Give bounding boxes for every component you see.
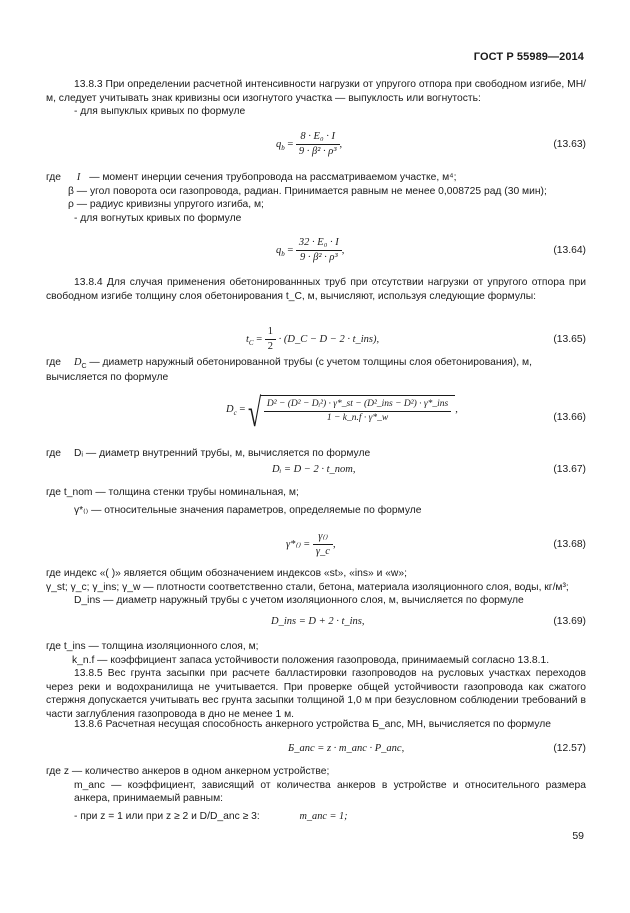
fraction-numerator: 8 · E₀ · I [296, 130, 340, 145]
equation-12-57 [46, 742, 586, 762]
legend-13-68 [46, 567, 586, 608]
legend-Dc [46, 356, 586, 385]
fraction-denominator: 9 · β² · ρ³ [300, 251, 338, 263]
fraction-numerator: γ₍₎ [313, 530, 333, 545]
paragraph-13-8-3 [46, 78, 586, 119]
legend-knf: k_n.f — коэффициент запаса устойчивости положения газопровода, принимаемый согласно 13.8.1. [72, 654, 550, 666]
equation-13-63 [46, 130, 586, 160]
legend-gamma: γ*₍₎ — относительные значения параметров, определяемые по формуле [74, 504, 422, 516]
concave-case-label: - для вогнутых кривых по формуле [74, 212, 242, 224]
equation-body: $q_b$ = $\frac{\text{32 · E₀ · I}}{\text{9 · β² · ρ³}}$ , [276, 237, 345, 263]
page-number: 59 [572, 830, 584, 842]
condition-line [46, 810, 586, 824]
legend-Dc-text: — диаметр наружный обетонированной трубы (с учетом толщины слоя обетонирования), м, вычисляется по формуле [46, 357, 532, 384]
equation-rhs: · (D_C − D − 2 · t_ins), [278, 333, 380, 345]
half-numerator: 1 [265, 325, 276, 340]
lhs-symbol: q [276, 244, 282, 256]
equation-body: $q_b$ = $\frac{\text{8 · E₀ · I}}{\text{9 · β² · ρ³}}$ , [276, 131, 343, 157]
symbol-D: D [74, 357, 82, 368]
legend-I-text: — момент инерции сечения трубопровода на рассматриваемом участке, м⁴; [89, 172, 457, 183]
equation-number: (13.65) [553, 334, 586, 345]
equation-13-64 [46, 236, 586, 266]
legend-index: где индекс «( )» является общим обозначением индексов «st», «ins» и «w»; [46, 568, 407, 579]
legend-Dins: D_ins — диаметр наружный трубы с учетом изоляционного слоя, м, вычисляется по формуле [74, 595, 524, 607]
legend-13-69 [46, 640, 586, 667]
lhs-expression: γ*₍₎ = [286, 538, 311, 550]
paragraph-13-8-6: 13.8.6 Расчетная несущая способность анкерного устройства Б_anc, МН, вычисляется по формуле [74, 719, 551, 730]
legend-12-57 [46, 765, 586, 823]
equation-number: (13.67) [553, 464, 586, 475]
equation-13-65 [46, 325, 586, 355]
legend-manc: m_anc — коэффициент, зависящий от количества анкеров в устройстве и относительного размера анкера, принимаемый равным: [74, 779, 586, 805]
legend-tnom: где t_nom — толщина стенки трубы номинальная, м; [46, 487, 299, 498]
legend-I [46, 171, 586, 185]
equation-number: (13.66) [553, 412, 586, 423]
lhs-subscript: C [248, 338, 254, 347]
symbol-I: I [76, 172, 81, 183]
fraction-denominator: 9 · β² · ρ³ [298, 145, 337, 157]
equation-13-67 [46, 463, 586, 483]
equation-number: (12.57) [553, 743, 586, 754]
symbol-D-sub: C [81, 363, 87, 371]
legend-Di [46, 447, 586, 461]
equation-body: D_ins = D + 2 · t_ins, [271, 616, 365, 627]
equation-number: (13.69) [553, 616, 586, 627]
where-word: где [46, 172, 62, 183]
fraction-numerator: D² − (D² − Dᵢ²) · γ*_st − (D²_ins − D²) · γ*_ins [264, 398, 451, 412]
where-word: где [46, 448, 62, 459]
lhs-subscript: c [233, 409, 237, 418]
legend-densities: γ_st; γ_c; γ_ins; γ_w — плотности соответственно стали, бетона, материала изоляционного слоя, воды, кг/м³; [46, 581, 569, 593]
equation-13-68 [46, 530, 586, 560]
standard-header: ГОСТ Р 55989—2014 [473, 51, 584, 63]
legend-tins: где t_ins — толщина изоляционного слоя, м; [46, 641, 259, 652]
lhs-subscript: b [281, 249, 285, 258]
fraction-denominator: γ_c [315, 545, 330, 557]
legend-Di-text: Dᵢ — диаметр внутренний трубы, м, вычисляется по формуле [74, 448, 371, 459]
equation-body: γ*₍₎ = $\frac{\gamma_{()}}{\gamma\_c}$ , [286, 531, 336, 557]
condition-value: m_anc = 1; [299, 810, 348, 822]
condition-text: - при z = 1 или при z ≥ 2 и D/D_anc ≥ 3: [74, 810, 260, 822]
equation-number: (13.63) [553, 139, 586, 150]
lhs-symbol: D [226, 403, 234, 415]
equation-13-69 [46, 615, 586, 635]
legend-rho: ρ — радиус кривизны упругого изгиба, м; [68, 199, 264, 211]
lhs-symbol: t [246, 333, 249, 345]
equation-13-66 [46, 390, 586, 441]
fraction-denominator: 1 − k_n.f · γ*_w [326, 412, 389, 423]
where-word: где [46, 357, 62, 368]
legend-13-63 [46, 171, 586, 225]
equation-number: (13.68) [553, 539, 586, 550]
equation-body: Б_anc = z · m_anc · P_anc, [288, 743, 405, 754]
equation-number: (13.64) [553, 245, 586, 256]
paragraph-13-8-5: 13.8.5 Вес грунта засыпки при расчете балластировки газопроводов на русловых участках переходов через реки и водохранилища не учитывается. При проверке общей устойчивости газопровода как сжатого стержня допускается учитывать вес грунта засыпки толщиной 1,0 м при безусловном соблюдении требований в части заглубления газопровода в дно не менее 1 м. [46, 668, 586, 720]
convex-case-label: - для выпуклых кривых по формуле [74, 106, 246, 118]
lhs-symbol: q [276, 138, 282, 150]
lhs-subscript: b [281, 143, 285, 152]
paragraph-13-8-4: 13.8.4 Для случая применения обетонированнных труб при отсутствии нагрузки от упругого отпора при свободном изгибе толщину слоя обетонирования t_C, м, вычисляют, используя следующие формулы: [46, 277, 586, 302]
paragraph-text: 13.8.3 При определении расчетной интенсивности нагрузки от упругого отпора при свободном изгибе, МН/м, следует учитывать знак кривизны оси изогнутого участка — выпуклость или вогнутость: [46, 79, 586, 104]
legend-tnom-gamma [46, 486, 586, 517]
equation-body: $D_c$ = √ $\frac{\text{D² − (D² − Dᵢ²) · γ*\_st − (D²\_ins − D²) · γ*\_ins}}{1 - k\_n.f \cdot \gamma*\_w}$ , [226, 390, 458, 435]
legend-z: где z — количество анкеров в одном анкерном устройстве; [46, 766, 330, 777]
legend-beta: β — угол поворота оси газопровода, радиан. Принимается равным не менее 0,008725 рад (30 мин); [68, 185, 547, 197]
radical-sign-icon: √ [247, 390, 262, 435]
half-denominator: 2 [267, 340, 274, 352]
equation-body: Dᵢ = D − 2 · t_nom, [272, 464, 356, 475]
fraction-numerator: 32 · E₀ · I [296, 236, 342, 251]
equation-body: $t_C$ = $\frac{1}{2}$ · (D_C − D − 2 · t_ins), [246, 326, 380, 352]
square-root [247, 390, 455, 435]
